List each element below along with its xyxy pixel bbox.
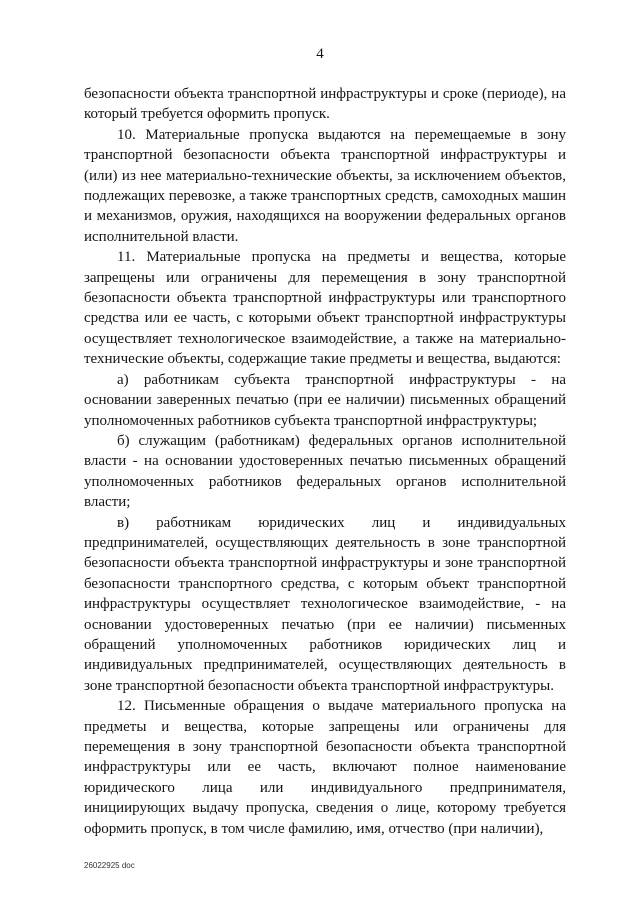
document-body [84,84,566,839]
paragraph-continuation: безопасности объекта транспортной инфраструктуры и сроке (периоде), на который требуется оформить пропуск. [84,86,566,123]
paragraph-subitem-b: б) служащим (работникам) федеральных органов исполнительной власти - на основании удостоверенных печатью письменных обращений уполномоченных работников федеральных органов исполнительной власти; [84,432,566,511]
footer-file-code: 26022925 doc [84,861,135,870]
paragraph-subitem-a: а) работникам субъекта транспортной инфраструктуры - на основании заверенных печатью (при ее наличии) письменных обращений уполномоченных работников субъекта транспортной инфраструктуры; [84,371,566,429]
paragraph-subitem-v: в) работникам юридических лиц и индивидуальных предпринимателей, осуществляющих деятельность в зоне транспортной безопасности объекта транспортной инфраструктуры и зоне транспортной безопасности транспортного средства, с которым объект транспортной инфраструктуры осуществляет технологическое взаимодействие, - на основании удостоверенных печатью (при ее наличии) письменных обращений уполномоченных работников юридических лиц и индивидуальных предпринимателей, осуществляющих деятельность в зоне транспортной безопасности объекта транспортной инфраструктуры. [84,514,566,694]
page-number: 4 [316,46,324,62]
paragraph-item-11: 11. Материальные пропуска на предметы и вещества, которые запрещены или ограничены для перемещения в зону транспортной безопасности объекта транспортной инфраструктуры или транспортного средства или ее часть, с которыми объект транспортной инфраструктуры осуществляет технологическое взаимодействие, а также на материально-технические объекты, содержащие такие предметы и вещества, выдаются: [84,249,566,368]
paragraph-item-10: 10. Материальные пропуска выдаются на перемещаемые в зону транспортной безопасности объекта транспортной инфраструктуры и (или) из нее материально-технические объекты, за исключением объектов, подлежащих перевозке, а также транспортных средств, самоходных машин и механизмов, оружия, находящихся на вооружении федеральных органов исполнительной власти. [84,126,566,245]
paragraph-item-12: 12. Письменные обращения о выдаче материального пропуска на предметы и вещества, которые запрещены или ограничены для перемещения в зону транспортной безопасности объекта транспортной инфраструктуры или ее часть, включают полное наименование юридического лица или индивидуального предпринимателя, инициирующих выдачу пропуска, сведения о лице, которому требуется оформить пропуск, в том числе фамилию, имя, отчество (при наличии), [84,698,566,837]
